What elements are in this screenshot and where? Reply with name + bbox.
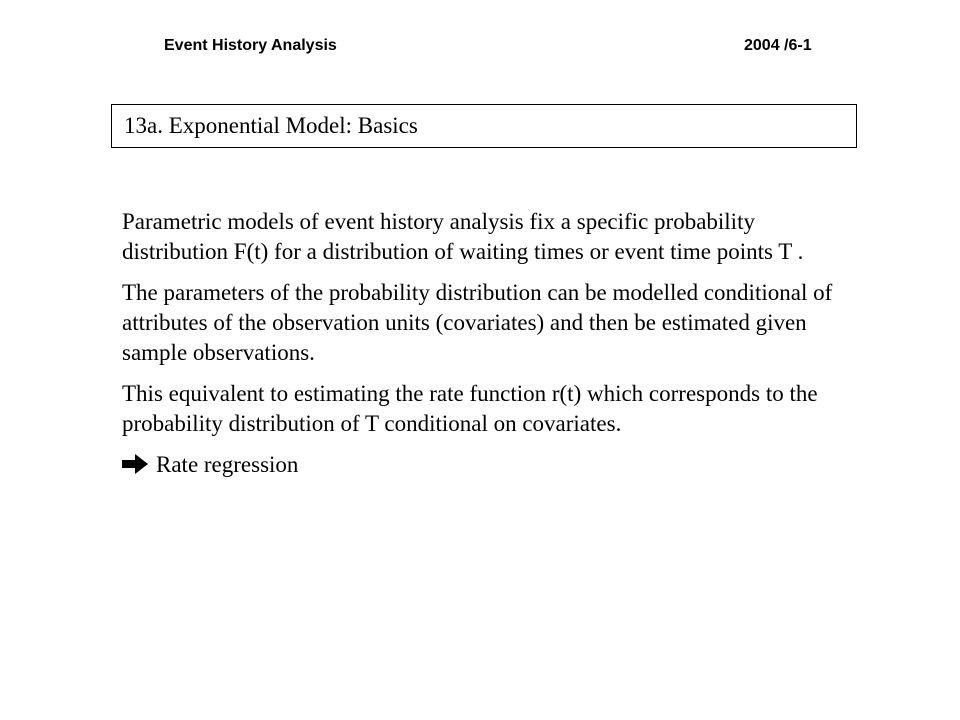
- paragraph-parameters: The parameters of the probability distribution can be modelled conditional of attributes of the observation units (covariates) and then be estimated given sample observations.: [122, 280, 833, 365]
- paragraph-parametric-models: Parametric models of event history analysis fix a specific probability distribution F(t) for a distribution of waiting times or event time points T .: [122, 209, 804, 264]
- conclusion-text: Rate regression: [156, 452, 299, 477]
- slide-title-box: [111, 104, 857, 148]
- paragraph-rate-function: This equivalent to estimating the rate function r(t) which corresponds to the probability distribution of T conditional on covariates.: [122, 381, 818, 436]
- header-title: Event History Analysis: [164, 37, 337, 54]
- right-arrow-icon: [122, 454, 148, 474]
- header-page-number: 2004 /6-1: [744, 37, 812, 54]
- slide-title: 13a. Exponential Model: Basics: [124, 113, 418, 138]
- conclusion-line: [122, 450, 842, 480]
- slide-body: [122, 207, 842, 480]
